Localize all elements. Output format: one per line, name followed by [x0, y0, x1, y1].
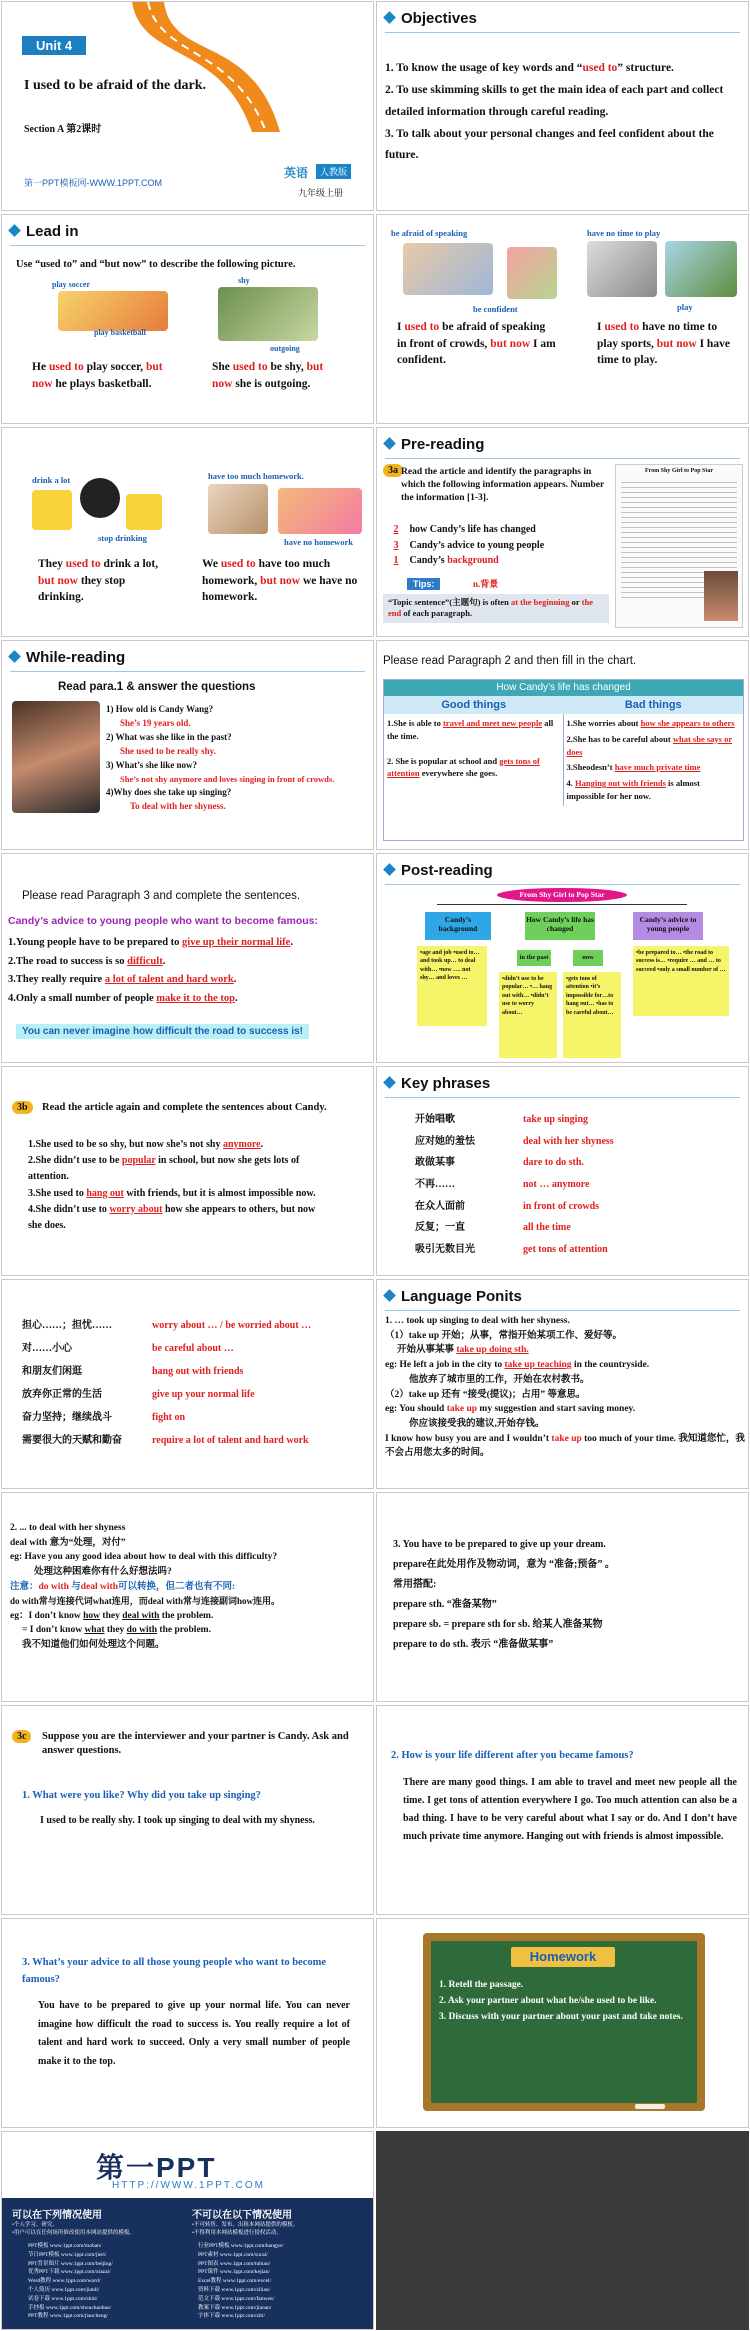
- bad-cell: 1.She worries about how she appears to others 2.She has to be careful about what she says or does 3.Sheodesn’t have much private time 4. Hanging out with friends is almost impossible for her now.: [566, 718, 735, 801]
- footer-link[interactable]: PPT课件 www.1ppt.com/kejian/: [198, 2269, 270, 2276]
- slide-homework: [376, 1918, 749, 2128]
- phrase-en: worry about … / be worried about …: [152, 1320, 312, 1331]
- objective-3: 3. To talk about your personal changes and feel confident about the future.: [385, 127, 714, 162]
- candy-photo: [12, 701, 100, 813]
- confident-illustration: [507, 247, 557, 299]
- question: 2. How is your life different after you became famous?: [391, 1750, 634, 1761]
- phrase-row: [415, 1217, 735, 1239]
- table-body: [384, 714, 743, 806]
- tips-note: n.背景: [473, 579, 499, 589]
- footer-link[interactable]: PPT素材 www.1ppt.com/sucai/: [198, 2251, 268, 2258]
- phrase-cn: 吸引无数目光: [415, 1244, 475, 1256]
- phrase-cn: 反复；一直: [415, 1222, 465, 1234]
- label-afraid: be afraid of speaking: [391, 228, 468, 238]
- sentence-1: 1.She used to be so shy, but now she’s not shy anymore.: [28, 1139, 264, 1150]
- col2-sub: •不可转售、发布、出租本网站提供的模板。: [192, 2222, 299, 2228]
- slide-heading: Please read Paragraph 3 and complete the sentences.: [22, 890, 301, 902]
- sentence-right: We used to have too much homework, but now we have no homework.: [202, 558, 358, 604]
- qa-list: [106, 703, 372, 814]
- advice-4: 4.Only a small number of people make it to the top.: [8, 993, 238, 1005]
- phrase-cn: 敢做某事: [415, 1157, 455, 1169]
- subtitle: Read para.1 & answer the questions: [58, 681, 256, 693]
- label-play-basketball: play basketball: [94, 328, 146, 337]
- sentence-3: 3.She used to hang out with friends, but it is almost impossible now.: [28, 1187, 316, 1199]
- answer-1: She’s 19 years old.: [120, 717, 191, 728]
- note-background: •age and job •used to… and took up… to deal with… •now …. not shy… and loves …: [417, 946, 487, 1026]
- answer: I used to be really shy. I took up singing to deal with my shyness.: [40, 1815, 315, 1826]
- slide-prepare: [376, 1492, 749, 1702]
- slide-heading: Please read Paragraph 2 and then fill in the chart.: [383, 655, 637, 667]
- phrase-en: all the time: [523, 1222, 571, 1234]
- question: 1. What were you like? Why did you take up singing?: [22, 1790, 261, 1801]
- candy-photo: [704, 571, 738, 621]
- label-play-soccer: play soccer: [52, 280, 90, 289]
- phrase-row: [415, 1174, 735, 1196]
- objective-2: 2. To use skimming skills to get the main idea of each part and collect detailed information through careful reading.: [385, 83, 724, 118]
- footer-link[interactable]: PPT教程 www.1ppt.com/jiaocheng/: [28, 2313, 108, 2320]
- phrase-en: get tons of attention: [523, 1244, 608, 1256]
- phrase-row: [22, 1429, 362, 1452]
- phrase-cn: 应对她的羞怯: [415, 1135, 475, 1147]
- col2-title: 不可以在以下情况使用: [192, 2210, 292, 2221]
- phrase-row: [415, 1239, 735, 1261]
- highlight-note: You can never imagine how difficult the road to success is!: [16, 1024, 309, 1039]
- number-list: [385, 522, 611, 569]
- sentence-right: I used to have no time to play sports, but now I have time to play.: [597, 321, 730, 367]
- phrase-cn: 对……小心: [22, 1343, 72, 1354]
- slide-post-reading: [376, 853, 749, 1063]
- connector-line: [437, 904, 687, 908]
- links-left: [28, 2242, 188, 2321]
- grade-label: 九年级上册: [298, 188, 344, 198]
- answer-4: To deal with her shyness.: [130, 800, 226, 811]
- footer-link[interactable]: 优秀PPT下载 www.1ppt.com/xiazai/: [28, 2269, 111, 2276]
- phrase-cn: 担心……；担忧……: [22, 1320, 112, 1331]
- chalkboard: [431, 1941, 697, 2103]
- col1-sub2: •用户可以在任何场所修改使用本网站提供的模板。: [12, 2230, 135, 2236]
- homework-illustration: [208, 484, 268, 534]
- slide-header: Key phrases: [385, 1075, 490, 1092]
- sentence-4: 4.She didn’t use to worry about how she appears to others, but now she does.: [28, 1203, 316, 1231]
- phrase-list: [22, 1314, 362, 1452]
- footer-link[interactable]: 个人简历 www.1ppt.com/jianli/: [28, 2286, 100, 2293]
- tips-label: Tips:: [407, 578, 440, 590]
- box-past: in the past: [517, 950, 551, 966]
- chalk-icon: [635, 2104, 665, 2109]
- banner: From Shy Girl to Pop Star: [497, 888, 627, 902]
- slide-3b: [1, 1066, 374, 1276]
- logo-area: [2, 2132, 374, 2198]
- col-bad: Bad things: [624, 699, 682, 711]
- phrase-cn: 不再……: [415, 1179, 455, 1191]
- sentence-left: I used to be afraid of speaking in front of crowds, but now I am confident.: [397, 321, 556, 367]
- phrase-cn: 在众人面前: [415, 1200, 465, 1212]
- slide-paragraph-3: [1, 853, 374, 1063]
- instruction: Suppose you are the interviewer and your partner is Candy. Ask and answer questions.: [42, 1731, 349, 1757]
- objectives-list: [385, 58, 743, 167]
- homework-item: 2. Ask your partner about what he/she used to be like.: [439, 1996, 657, 2007]
- phrase-cn: 放弃你正常的生活: [22, 1389, 102, 1400]
- topic-sentence-note: “Topic sentence”(主题句) is often at the beginning or the end of each paragraph.: [383, 594, 609, 623]
- box-change: How Candy’s life has changed: [525, 912, 595, 940]
- phrase-en: not … anymore: [523, 1179, 590, 1191]
- drink-illustration: [32, 490, 72, 530]
- diamond-icon: [8, 650, 21, 663]
- homework-item: 3. Discuss with your partner about your past and take notes.: [439, 2012, 683, 2023]
- footer-link[interactable]: 手抄报 www.1ppt.com/shouchaobao/: [28, 2304, 112, 2311]
- instruction: Read the article and identify the paragraphs in which the following information appears. Number the information [1-3].: [401, 467, 605, 503]
- no-homework-illustration: [278, 488, 362, 534]
- phrase-row: [22, 1383, 362, 1406]
- instruction: Use “used to” and “but now” to describe the following picture.: [16, 259, 296, 270]
- advice-1: 1.Young people have to be prepared to give up their normal life.: [8, 937, 293, 948]
- answer-2: She used to be really shy.: [120, 745, 216, 756]
- change-table: [383, 679, 744, 841]
- footer-link[interactable]: 字体下载 www.1ppt.com/ziti/: [198, 2313, 266, 2320]
- no-drink-sign: [80, 478, 120, 518]
- diamond-icon: [383, 863, 396, 876]
- diamond-icon: [383, 1076, 396, 1089]
- logo-url[interactable]: HTTP://WWW.1PPT.COM: [112, 2180, 265, 2191]
- phrase-en: be careful about …: [152, 1343, 234, 1354]
- col1-sub: •个人学习、研究。: [12, 2222, 58, 2228]
- shy-photo: [218, 287, 318, 341]
- box-advice: Candy’s advice to young people: [633, 912, 703, 940]
- no-time-photo: [587, 241, 657, 297]
- question: 3. What’s your advice to all those young people who want to become famous?: [22, 1957, 327, 1985]
- slide-header: Objectives: [385, 10, 477, 27]
- exercise-badge: 3b: [12, 1101, 33, 1114]
- footer-link[interactable]: PPT背景图片 www.1ppt.com/beijing/: [28, 2260, 113, 2267]
- slide-paragraph-2-chart: [376, 640, 749, 850]
- slide-credits: [1, 2131, 374, 2330]
- col-good: Good things: [441, 699, 507, 711]
- label-no-homework: have no homework: [284, 537, 353, 547]
- empty-tile: [376, 2131, 749, 2330]
- phrase-en: dare to do sth.: [523, 1157, 584, 1169]
- sentence-list: [28, 1137, 324, 1234]
- phrase-en: require a lot of talent and hard work: [152, 1435, 309, 1446]
- logo-text: 第一PPT: [96, 2152, 217, 2183]
- col1-title: 可以在下列情况使用: [12, 2210, 102, 2221]
- slide-header: While-reading: [10, 649, 125, 666]
- unit-badge: Unit 4: [22, 36, 86, 55]
- phrase-row: [22, 1337, 362, 1360]
- slide-deal-with: [1, 1492, 374, 1702]
- phrase-cn: 奋力坚持；继续战斗: [22, 1412, 112, 1423]
- table-title: How Candy’s life has changed: [384, 680, 743, 696]
- answer: There are many good things. I am able to travel and meet new people all the time. I get tons of attention everywhere I go. Too much attention can also be a bad thing. I have to be very careful about what I say or do. And I don’t have much private time anymore. Hanging out with friends is almost impossible.: [403, 1777, 737, 1842]
- article-title: From Shy Girl to Pop Star: [644, 468, 714, 474]
- answer-3: She’s not shy anymore and loves singing in front of crowds.: [120, 773, 335, 784]
- footer-link[interactable]: 范文下载 www.1ppt.com/fanwen/: [198, 2295, 275, 2302]
- slide-lead-in-2: [376, 214, 749, 424]
- advice-2: 2.The road to success is so difficult.: [8, 955, 166, 967]
- footer-link[interactable]: 资料下载 www.1ppt.com/ziliao/: [198, 2286, 271, 2293]
- label-shy: shy: [238, 276, 250, 285]
- section-label: Section A 第2课时: [24, 124, 102, 135]
- phrase-cn: 开始唱歌: [415, 1114, 455, 1125]
- soccer-illustration: [58, 291, 168, 331]
- phrase-row: [415, 1109, 735, 1131]
- list-item: 3 Candy’s advice to young people: [393, 539, 545, 551]
- footer-link[interactable]: PPT图表 www.1ppt.com/tubiao/: [198, 2260, 271, 2267]
- slide-3c: [1, 1705, 374, 1915]
- road-graphic: [102, 2, 282, 132]
- phrase-cn: 需要很大的天赋和勤奋: [22, 1435, 122, 1446]
- publisher-badge: 人教版: [316, 164, 351, 179]
- subject-label: 英语: [284, 166, 309, 180]
- footer-link[interactable]: Excel教程 www.1ppt.com/excel/: [198, 2278, 272, 2285]
- sentence-right: She used to be shy, but now she is outgoing.: [212, 361, 324, 390]
- points-body: 1. … took up singing to deal with her shyness. （1）take up 开始；从事，常指开始某项工作、爱好等。 开始从事某事 take up doing sth. eg: He left a job in the city to take up teaching in the countryside. 他放弃了城市里的工作，开始在农村教书。 （2）take up 还有 “接受(提议)；占用” 等意思。 eg: You should take up my suggestion and start saving money. 你应该接受我的建议,开始存钱。 I know how busy you are and I wouldn’t take up too much of your time. 我知道您忙，我不会占用您太多的时间。: [385, 1316, 745, 1459]
- sentence-2: 2.She didn’t use to be popular in school, but now she gets lots of attention.: [28, 1155, 300, 1183]
- points-body: 2. ... to deal with her shyness deal with 意为“处理，对付” eg: Have you any good idea about how to deal with this difficulty? 处理这种困难你有什么好想法吗? 注意：do with 与deal with可以转换，但二者也有不同: do with常与连接代词what连用，而deal with常与连接副词how连用。 eg：I don’t know how they deal with the problem. = I don’t know what they do with the problem. 我不知道他们如何处理这个问题。: [10, 1523, 281, 1650]
- sentence-left: They used to drink a lot, but now they stop drinking.: [38, 558, 159, 604]
- slide-header: Post-reading: [385, 862, 493, 879]
- points-body: 3. You have to be prepared to give up your dream. prepare在此处用作及物动词，意为 “准备;预备” 。 常用搭配: prepare sth. “准备某物” prepare sb. = prepare sth for sb. 给某人准备某物 prepare to do sth. 表示 “准备做某事”: [393, 1539, 615, 1650]
- speaking-illustration: [403, 243, 493, 295]
- article-thumbnail: [615, 464, 743, 628]
- phrase-en: in front of crowds: [523, 1200, 600, 1212]
- play-photo: [665, 241, 737, 297]
- footer-link[interactable]: 试卷下载 www.1ppt.com/shiti/: [28, 2295, 98, 2302]
- phrase-en: deal with her shyness: [523, 1135, 614, 1147]
- phrase-row: [22, 1360, 362, 1383]
- slide-title: [1, 1, 374, 211]
- objective-1: 1. To know the usage of key words and “used to” structure.: [385, 62, 674, 74]
- diamond-icon: [383, 437, 396, 450]
- note-past: •didn’t use to be popular… •… hang out with… •didn’t use to worry about…: [499, 972, 557, 1058]
- slide-key-phrases: [376, 1066, 749, 1276]
- phrase-list: [415, 1109, 735, 1261]
- slide-header: Lead in: [10, 223, 79, 240]
- footer-link[interactable]: PPT模板 www.1ppt.com/moban/: [28, 2243, 102, 2249]
- phrase-row: [415, 1131, 735, 1153]
- slide-header: Pre-reading: [385, 436, 484, 453]
- slide-header: Language Ponits: [385, 1288, 522, 1305]
- note-now: •gets tons of attention •it’s impossible for…to hang out… •has to be careful about…: [563, 972, 621, 1058]
- chalkboard-frame: [423, 1933, 705, 2111]
- phrase-en: give up your normal life: [152, 1389, 255, 1400]
- note-advice: •be prepared to… •the road to success is… •require … and … to succeed •only a small number of …: [633, 946, 729, 1016]
- question-1: 1) How old is Candy Wang?: [106, 704, 214, 714]
- label-confident: be confident: [473, 304, 518, 314]
- footer-link[interactable]: 行业PPT模板 www.1ppt.com/hangye/: [198, 2243, 284, 2249]
- box-background: Candy’s background: [425, 912, 491, 940]
- slide-language-points: [376, 1279, 749, 1489]
- box-now: now: [573, 950, 603, 966]
- slide-phrases-2: [1, 1279, 374, 1489]
- answer: You have to be prepared to give up your normal life. You can never imagine how difficult the road to success is. You really require a lot of talent and hard work to succeed. Only a very small number of people make it to the top.: [38, 2000, 350, 2067]
- label-drink: drink a lot: [32, 475, 71, 485]
- list-item: 2 how Candy’s life has changed: [393, 524, 536, 535]
- advice-3: 3.They really require a lot of talent and hard work.: [8, 974, 237, 986]
- phrase-row: [415, 1152, 735, 1174]
- sentence-left: He used to play soccer, but now he plays basketball.: [32, 361, 163, 390]
- site-link[interactable]: 第一PPT模板网-WWW.1PPT.COM: [24, 178, 162, 188]
- phrase-en: hang out with friends: [152, 1366, 244, 1377]
- advice-lines: [8, 934, 368, 1009]
- phrase-row: [22, 1406, 362, 1429]
- list-item: 1 Candy’s background: [393, 555, 499, 566]
- phrase-en: fight on: [152, 1412, 186, 1423]
- diamond-icon: [8, 224, 21, 237]
- slide-title-text: I used to be afraid of the dark.: [24, 78, 207, 93]
- homework-title: Homework: [511, 1947, 615, 1967]
- question-4: 4)Why does she take up singing?: [106, 786, 232, 797]
- label-no-time: have no time to play: [587, 228, 661, 238]
- homework-item: 1. Retell the passage.: [439, 1980, 524, 1990]
- slide-lead-in-3: [1, 427, 374, 637]
- slide-objectives: [376, 1, 749, 211]
- slide-interview-2: [376, 1705, 749, 1915]
- phrase-en: take up singing: [523, 1114, 589, 1125]
- question-2: 2) What was she like in the past?: [106, 731, 232, 742]
- question-3: 3) What’s she like now?: [106, 759, 198, 770]
- subtitle: Candy’s advice to young people who want to become famous:: [8, 915, 318, 927]
- good-cell: 1.She is able to travel and meet new people all the time. 2. She is popular at school and gets tons of attention everywhere she goes.: [384, 714, 564, 806]
- label-stop: stop drinking: [98, 533, 147, 543]
- slide-lead-in: [1, 214, 374, 424]
- phrase-row: [22, 1314, 362, 1337]
- label-outgoing: outgoing: [270, 344, 300, 353]
- links-right: [198, 2242, 368, 2321]
- label-homework: have too much homework.: [208, 471, 304, 481]
- footer-link[interactable]: 教案下载 www.1ppt.com/jiaoan/: [198, 2304, 272, 2311]
- diamond-icon: [383, 11, 396, 24]
- table-header: [384, 696, 743, 714]
- slide-while-reading: [1, 640, 374, 850]
- label-play: play: [677, 302, 693, 312]
- exercise-badge: 3a: [383, 464, 403, 477]
- instruction: Read the article again and complete the sentences about Candy.: [42, 1102, 327, 1113]
- slide-pre-reading: [376, 427, 749, 637]
- homework-list: [439, 1977, 685, 2025]
- col2-sub2: •不得利用本网站模板进行侵权活动。: [192, 2230, 282, 2236]
- phrase-cn: 和朋友们闲逛: [22, 1366, 82, 1377]
- credits-panel: [2, 2198, 374, 2330]
- exercise-badge: 3c: [12, 1730, 31, 1743]
- slide-interview-3: [1, 1918, 374, 2128]
- footer-link[interactable]: Word教程 www.1ppt.com/word/: [28, 2278, 101, 2285]
- footer-link[interactable]: 节日PPT模板 www.1ppt.com/jieri/: [28, 2251, 107, 2258]
- stop-drink-illustration: [126, 494, 162, 530]
- phrase-row: [415, 1196, 735, 1218]
- diamond-icon: [383, 1289, 396, 1302]
